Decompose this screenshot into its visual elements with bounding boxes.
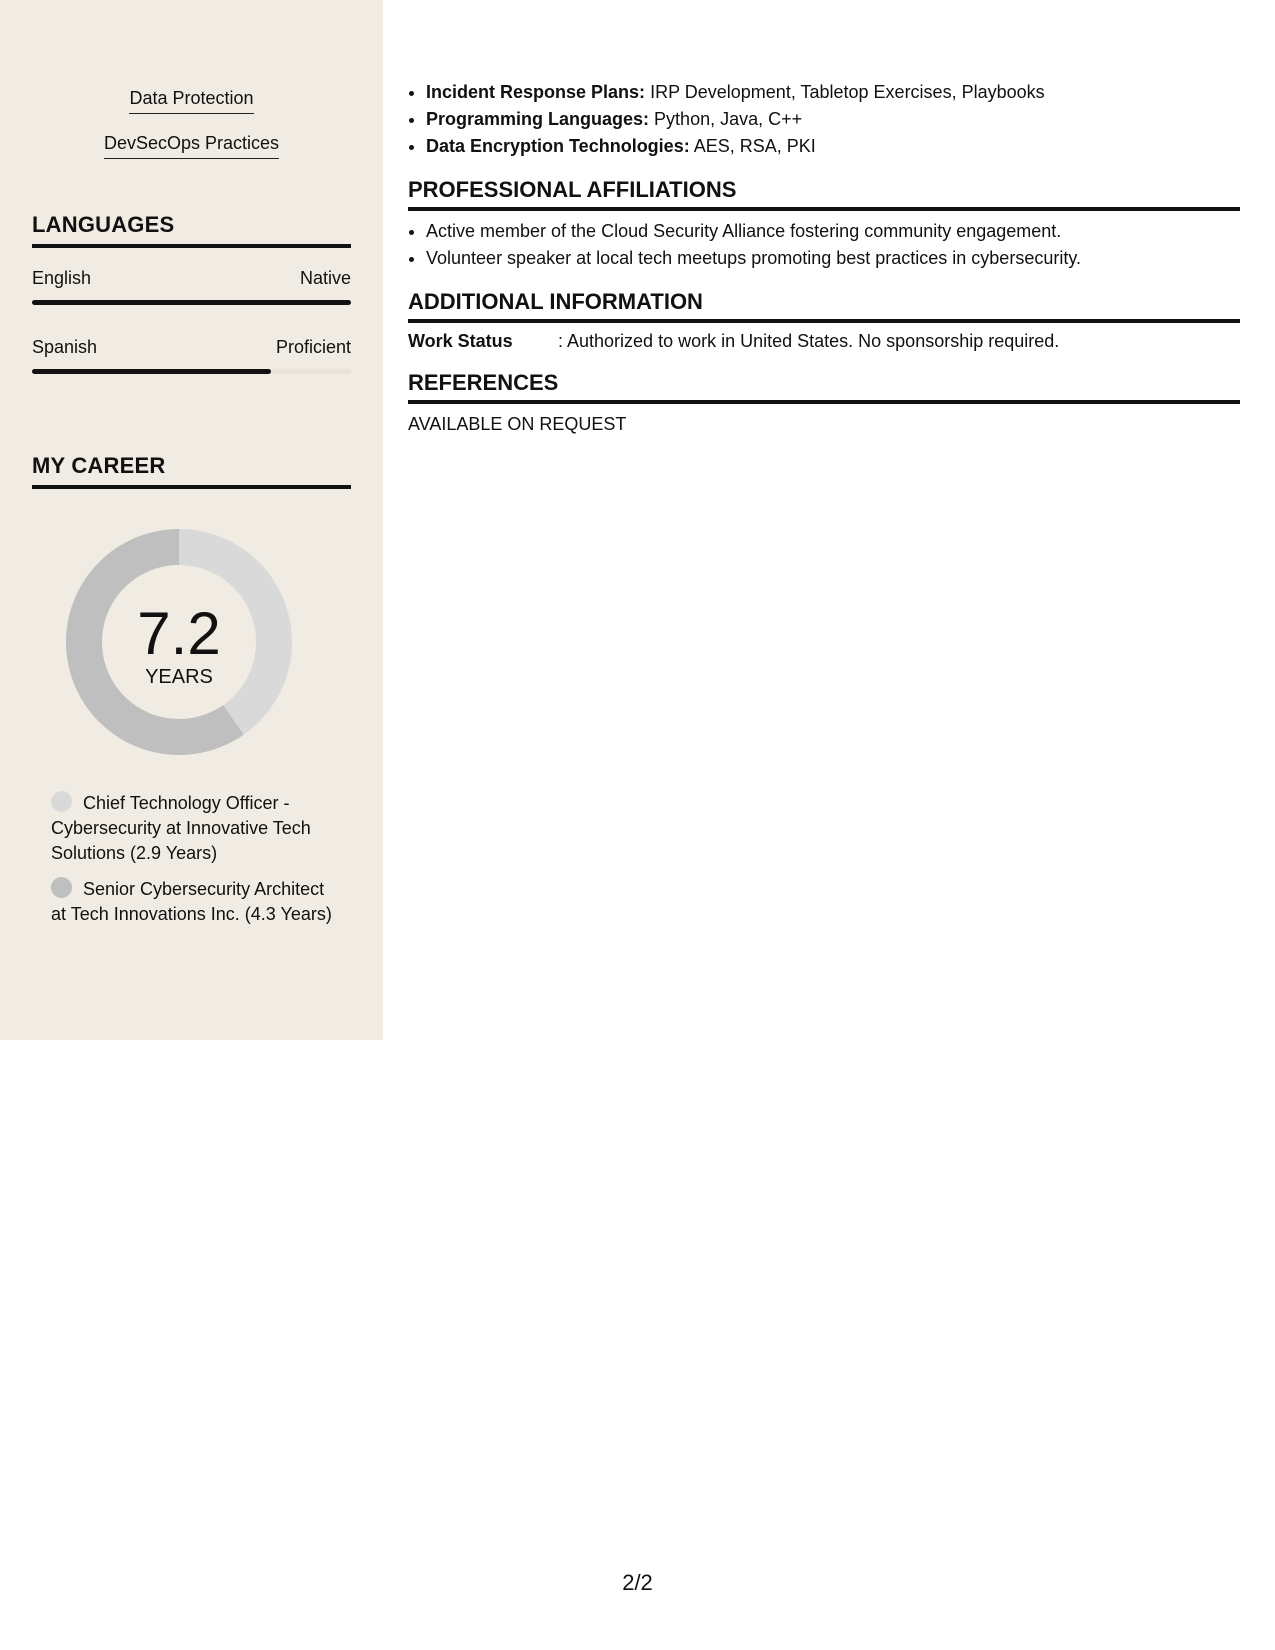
career-legend-text: Senior Cybersecurity Architect at Tech Innovations Inc. (4.3 Years) (51, 879, 332, 924)
skill-tag-label: Data Protection (129, 88, 253, 114)
list-item (426, 133, 1240, 160)
skill-tag (0, 88, 383, 114)
language-level: Proficient (275, 337, 351, 357)
work-status-row (408, 331, 1059, 352)
language-row (32, 337, 351, 358)
language-name: Spanish (32, 337, 98, 357)
language-row (32, 268, 351, 289)
list-item: • Volunteer speaker at local tech meetups promoting best practices in cybersecurity. (426, 245, 1240, 272)
item-label: Incident Response Plans: (426, 82, 646, 102)
language-name: English (32, 268, 92, 288)
technical-skills-list (408, 79, 1240, 160)
career-total (66, 600, 292, 689)
sidebar (0, 0, 383, 1040)
skill-tag (0, 133, 383, 159)
legend-dot (51, 791, 72, 812)
skill-tag-label: DevSecOps Practices (104, 133, 279, 159)
language-proficiency-bar (32, 300, 351, 305)
item-value: IRP Development, Tabletop Exercises, Playbooks (650, 82, 1045, 102)
languages-heading: LANGUAGES (32, 212, 351, 248)
language-proficiency-fill (32, 369, 271, 374)
item-value: AES, RSA, PKI (693, 136, 816, 156)
list-item (426, 106, 1240, 133)
page-number: 2/2 (622, 1570, 653, 1595)
language-proficiency-fill (32, 300, 351, 305)
career-total-unit: YEARS (145, 666, 213, 688)
work-status-label: Work Status (408, 331, 513, 351)
legend-dot (51, 877, 72, 898)
career-legend-item (51, 877, 341, 927)
language-proficiency-bar (32, 369, 351, 374)
affiliations-list (408, 218, 1240, 272)
references-heading: REFERENCES (408, 370, 1240, 404)
list-item (426, 79, 1240, 106)
item-value: Python, Java, C++ (654, 109, 803, 129)
career-legend-item (51, 791, 341, 866)
references-text: AVAILABLE ON REQUEST (408, 414, 627, 434)
additional-info-heading: ADDITIONAL INFORMATION (408, 289, 1240, 323)
career-total-value: 7.2 (137, 600, 221, 667)
affiliations-heading: PROFESSIONAL AFFILIATIONS (408, 177, 1240, 211)
career-heading: MY CAREER (32, 453, 351, 489)
language-level: Native (299, 268, 351, 288)
career-legend-text: Chief Technology Officer - Cybersecurity at Innovative Tech Solutions (2.9 Years) (51, 793, 311, 863)
list-item: • Active member of the Cloud Security Alliance fostering community engagement. (426, 218, 1240, 245)
work-status-value: : Authorized to work in United States. No sponsorship required. (558, 331, 1060, 351)
item-label: Data Encryption Technologies: (426, 136, 690, 156)
item-label: Programming Languages: (426, 109, 650, 129)
